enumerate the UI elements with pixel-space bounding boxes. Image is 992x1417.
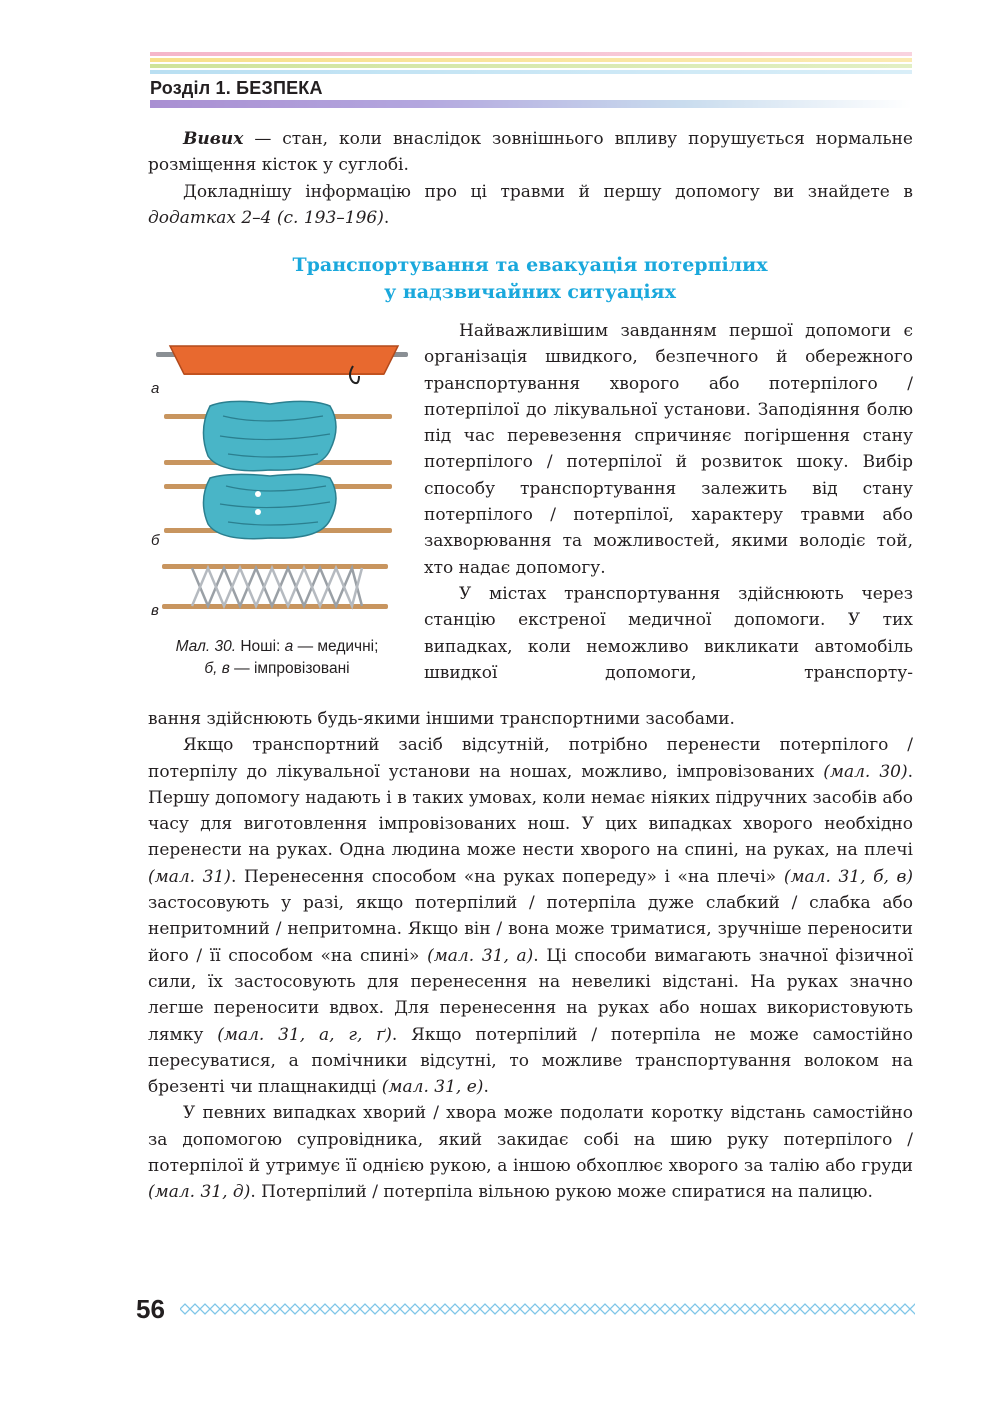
continued-line: вання здійснюють будь-якими іншими транспортними засобами.: [148, 709, 735, 729]
section-heading: [250, 252, 810, 306]
figure-label-b: б: [151, 532, 160, 549]
appendix-reference: додатках 2–4 (с. 193–196): [148, 207, 384, 228]
figure-reference: (мал. 31, а, г, ґ): [217, 1024, 392, 1045]
caption-letter: а: [284, 638, 294, 655]
paragraph-text: .: [383, 207, 390, 228]
paragraph-text: Якщо транспортний засіб відсутній, потрібно перенести потерпілого / потерпілу до лікувальної установи на ношах, можливо, імпровізованих: [148, 735, 913, 782]
stretchers-illustration: [148, 336, 408, 636]
paragraph-text: . Перенесення способом «на руках попереду» і «на плечі»: [230, 866, 784, 887]
paragraph-first-aid-transport: Найважливішим завданням першої допомоги є організація швидкого, безпечного й обережного транспортування хворого або потерпілого / потерпілої до лікувальної установи. Заподіяння болю під час перевезення спричиняє погіршення стану потерпілого / потерпілої й розвиток шоку. Вибір способу транспортування залежить від стану потерпілого / потерпілої, характеру травми або захворювання та можливостей, якими володіє той, хто надає допомогу.: [424, 321, 913, 578]
footer-ornament: [180, 1301, 915, 1317]
heading-line-1: Транспортування та евакуація потерпілих: [292, 254, 768, 276]
caption-text: — медичні;: [293, 638, 379, 655]
blanket-stretcher-1: [164, 401, 392, 470]
paragraph-text: Докладнішу інформацію про ці травми й першу допомогу ви знайдете в: [183, 181, 913, 202]
figure-reference: (мал. 30): [823, 761, 908, 782]
intro-text: [148, 126, 913, 231]
figure-caption: [148, 636, 406, 680]
rope-stretcher: [162, 564, 388, 609]
paragraph-text: . Якщо потерпілий / потерпіла не може самостійно пересуватися, а помічники відсутні, то можливе транспортування волоком на брезенті чи плащнакидці: [148, 1024, 914, 1098]
figure-reference: (мал. 31, е): [381, 1077, 484, 1098]
paragraph-text: . Ці способи вимагають значної фізичної сили, їх застосовують для перенесення на невеликі відстані. На руках значно легше переносити вдвох. Для перенесення на руках або ношах використовують лямку: [148, 945, 914, 1045]
body-text: [148, 706, 913, 1206]
caption-text: — імпровізовані: [229, 660, 350, 677]
caption-prefix: Мал. 30.: [175, 638, 237, 655]
paragraph-cities: У містах транспортування здійснюють через станцію екстреної медичної допомоги. У тих випадках, коли неможливо викликати автомобіль швидкої допомоги, транспорту-: [424, 583, 913, 683]
paragraph-text: застосовують у разі, якщо потерпілий / потерпіла дуже слабкий / слабка або непритомний / непритомна. Якщо він / вона може триматися, зручніше переносити його / її способом «на спині»: [148, 893, 913, 966]
figure-reference: (мал. 31): [148, 866, 231, 887]
figure-label-a: а: [151, 380, 160, 397]
caption-letter: б, в: [204, 660, 230, 677]
header-band: [150, 100, 912, 108]
paragraph-text: .: [483, 1077, 489, 1098]
header-color-stripes: [150, 52, 912, 74]
figure-reference: (мал. 31, а): [427, 945, 534, 966]
caption-text: Ноші:: [236, 638, 285, 655]
section-title: Розділ 1. БЕЗПЕКА: [150, 78, 323, 98]
paragraph-text: . Першу допомогу надають і в таких умовах, коли немає ніяких підручних засобів або часу для виготовлення імпровізованих нош. У цих випадках хворого необхідно перенести на руках. Одна людина може нести хворого на спині, на руках, на плечі: [148, 761, 913, 861]
page-number: 56: [136, 1294, 165, 1324]
medical-stretcher: [156, 346, 408, 383]
paragraph-no-vehicle: [148, 732, 913, 1100]
paragraph-dislocation: [148, 126, 913, 179]
paragraph-text: . Потерпілий / потерпіла вільною рукою може спиратися на палицю.: [250, 1182, 873, 1203]
paragraph-text: — стан, коли внаслідок зовнішнього впливу порушується нормальне розміщення кісток у суглобі.: [148, 129, 913, 176]
heading-line-2: у надзвичайних ситуаціях: [384, 281, 676, 303]
paragraph-appendix-ref: [148, 179, 913, 232]
figure-reference: (мал. 31, б, в): [783, 866, 914, 887]
paragraph-text: У певних випадках хворий / хвора може подолати коротку відстань самостійно за допомогою супровідника, який закидає собі на шию руку потерпілого / потерпілої й утримує її однією рукою, а іншою обхоплює хворого за талію або груди: [148, 1103, 913, 1177]
blanket-stretcher-2: [164, 474, 392, 538]
figure-label-v: в: [151, 602, 159, 619]
figure-reference: (мал. 31, д): [148, 1182, 251, 1203]
term-dislocation: Вивих: [183, 129, 244, 149]
paragraph-short-distance: [148, 1100, 913, 1205]
figure-stretchers: [148, 336, 408, 636]
side-text: [424, 318, 913, 686]
